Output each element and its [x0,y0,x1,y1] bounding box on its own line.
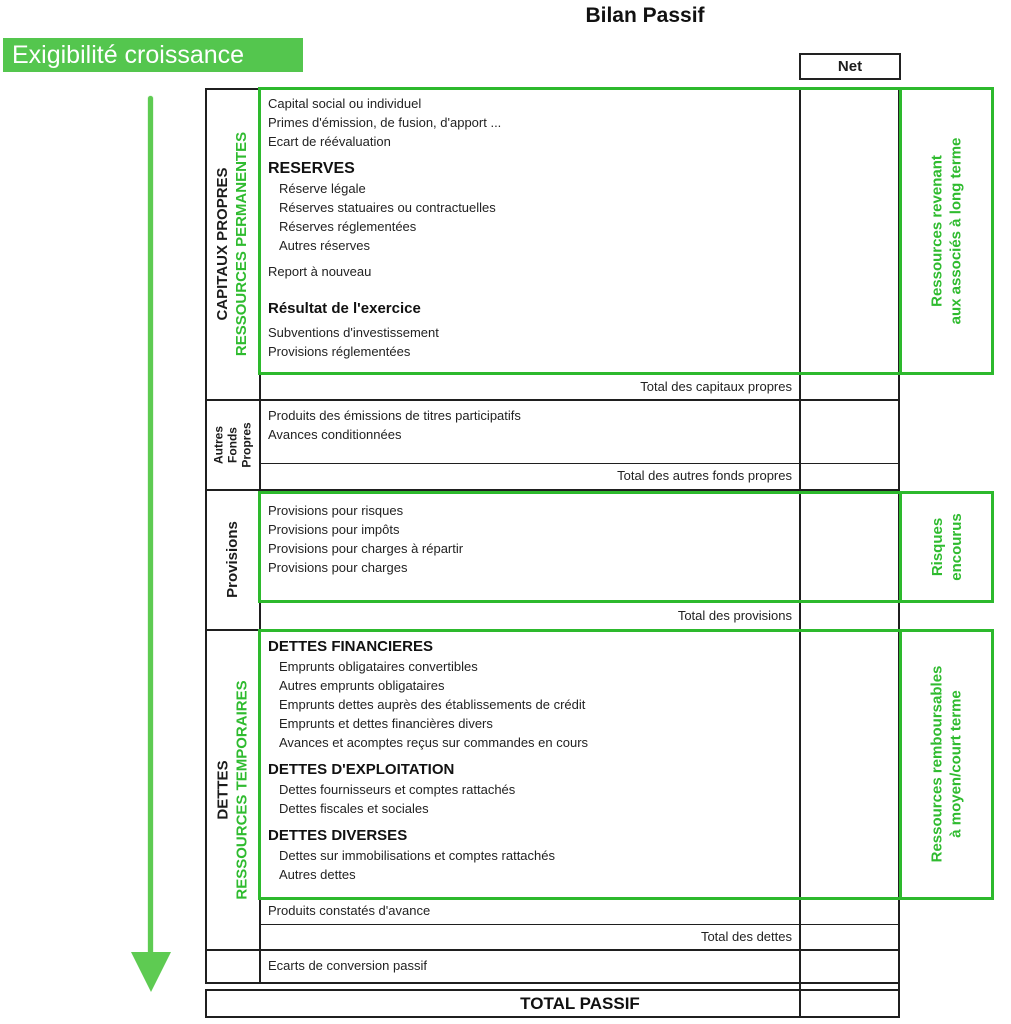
line-item: Autres dettes [279,867,356,882]
row-header-capitaux-propres [205,88,260,399]
line-item: Provisions pour charges à répartir [268,541,464,556]
total-passif: TOTAL PASSIF [520,994,640,1013]
annotation-ressources-remboursables [900,630,993,898]
row-header-line: Autres [211,425,226,464]
line-item: Emprunts et dettes financières divers [279,716,493,731]
row-header-line: RESSOURCES TEMPORAIRES [233,679,251,900]
line-item: Dettes fournisseurs et comptes rattachés [279,782,516,797]
line-item-heading: DETTES D'EXPLOITATION [268,761,455,778]
line-item: Réserve légale [279,181,366,196]
net-column-header: Net [799,53,901,80]
annotation-line: Risques [928,517,946,577]
line-item: Réserves statuaires ou contractuelles [279,200,496,215]
annotation-line: Ressources revenant [928,155,946,307]
section-autres-fonds-items [262,402,797,444]
row-header-line: Propres [239,421,254,468]
line-item: Provisions pour impôts [268,522,400,537]
line-item: Provisions pour risques [268,503,404,518]
line-item-heading: RESERVES [268,160,355,177]
page-title: Bilan Passif [585,4,705,27]
grid-line [205,399,900,401]
line-item: Provisions réglementées [268,344,411,359]
line-item: Autres emprunts obligataires [279,678,445,693]
grid-line [205,989,207,1018]
annotation-line: aux associés à long terme [947,137,965,325]
section-dettes-items [262,632,797,884]
row-header-autres-fonds-propres [205,400,260,489]
line-item: Dettes fiscales et sociales [279,801,429,816]
line-item: Réserves réglementées [279,219,417,234]
line-item: Avances et acomptes reçus sur commandes en cours [279,735,589,750]
total-dettes: Total des dettes [700,929,792,944]
line-item: Dettes sur immobilisations et comptes rattachés [279,848,555,863]
line-item-heading: Résultat de l'exercice [268,300,421,317]
annotation-line: encourus [947,513,965,581]
line-item: Emprunts dettes auprès des établissements de crédit [279,697,586,712]
grid-line [205,982,900,984]
line-item: Report à nouveau [268,264,372,279]
row-header-line: RESSOURCES PERMANENTES [233,131,251,356]
down-arrow-icon [131,952,171,992]
row-header-line: CAPITAUX PROPRES [214,166,232,321]
line-item: Primes d'émission, de fusion, d'apport ... [268,115,502,130]
line-item: Autres réserves [279,238,371,253]
total-autres-fonds-propres: Total des autres fonds propres [617,468,792,483]
line-item: Provisions pour charges [268,560,408,575]
row-header-provisions [205,490,260,629]
exigibilite-banner: Exigibilité croissance [3,38,303,72]
row-ecarts-conversion: Ecarts de conversion passif [268,958,427,973]
section-capitaux-items [262,90,797,361]
line-item: Capital social ou individuel [268,96,422,111]
annotation-line: à moyen/court terme [947,690,965,838]
row-header-dettes [205,630,260,949]
line-item: Subventions d'investissement [268,325,439,340]
annotation-line: Ressources remboursables [928,665,946,863]
line-item: Produits des émissions de titres participatifs [268,408,521,423]
line-item: Emprunts obligataires convertibles [279,659,478,674]
total-provisions: Total des provisions [677,608,792,623]
annotation-risques-encourus [900,492,993,602]
section-provisions-items [262,497,797,577]
exigibilite-arrow-line [148,96,153,954]
total-capitaux-propres: Total des capitaux propres [640,379,792,394]
line-item-heading: DETTES FINANCIERES [268,638,434,655]
row-header-line: DETTES [214,759,232,820]
line-item: Ecart de réévaluation [268,134,391,149]
line-item: Avances conditionnées [268,427,402,442]
row-header-line: Provisions [224,521,242,598]
row-header-line: Fonds [225,426,240,463]
row-produits-constates: Produits constatés d'avance [268,903,431,918]
line-item-heading: DETTES DIVERSES [268,827,408,844]
annotation-ressources-long-terme [900,88,993,374]
